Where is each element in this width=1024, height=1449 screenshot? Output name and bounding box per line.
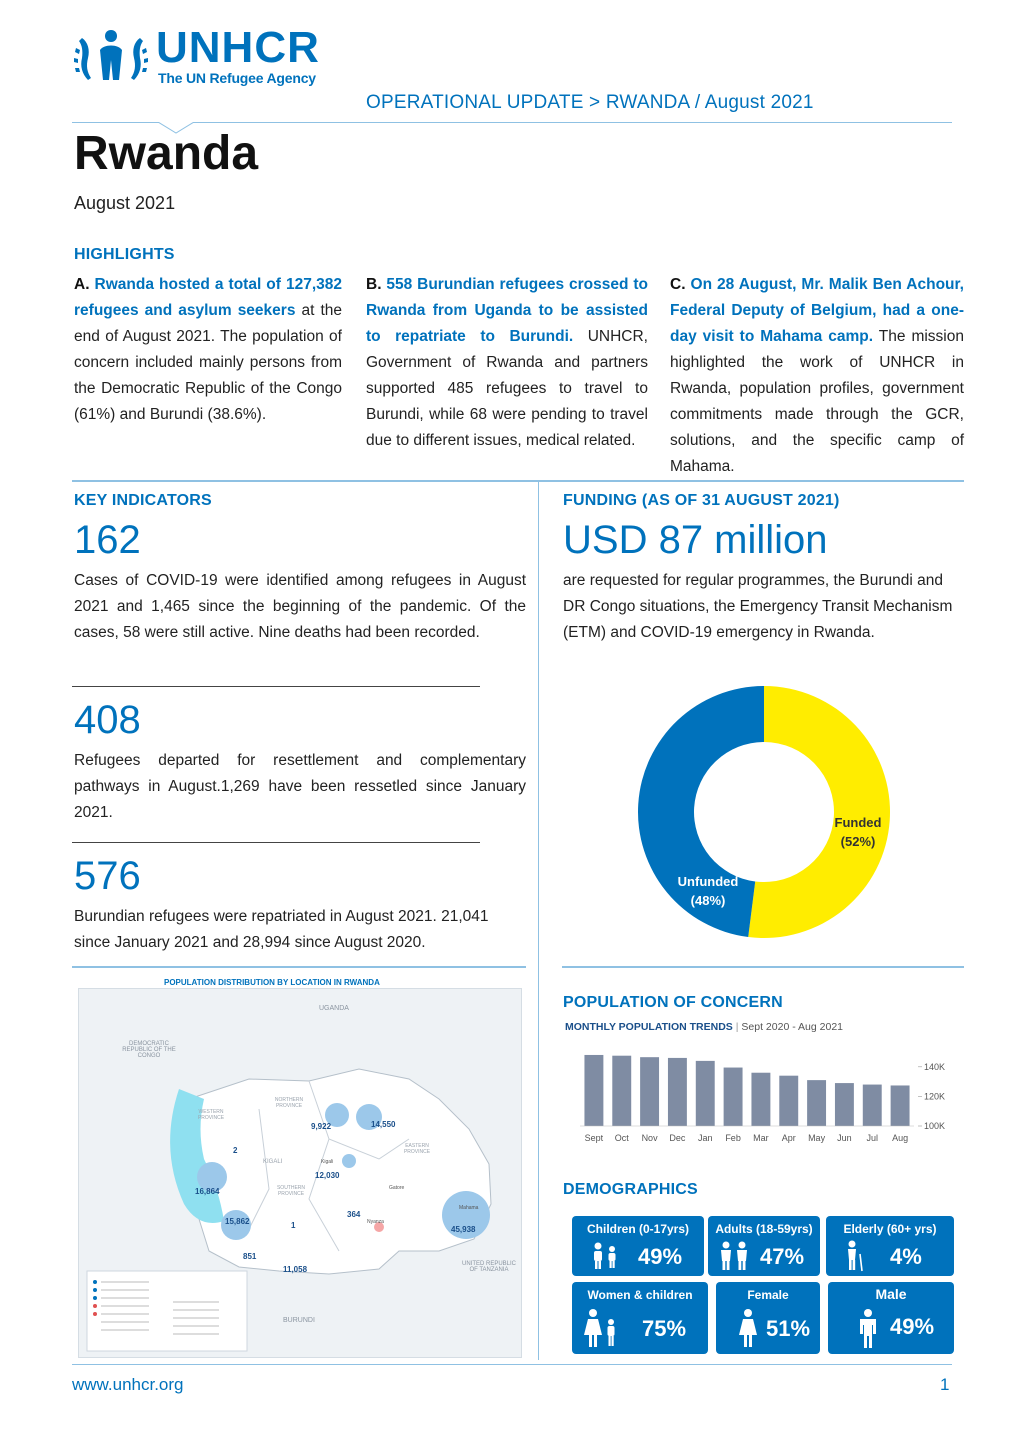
demo-label: Adults (18-59yrs) [715, 1222, 813, 1236]
highlight-lead: Rwanda hosted a total of 127,382 refugees and asylum seekers [74, 276, 342, 319]
map-figure: 2 [233, 1146, 238, 1155]
women-children-icon [582, 1308, 622, 1350]
donut-funded-label [826, 813, 890, 851]
trend-x-tick: Oct [614, 1133, 629, 1143]
indicator-text: Refugees departed for resettlement and complementary pathways in August.1,269 have been ressetled since January 2021. [74, 752, 526, 821]
trend-bar [696, 1061, 715, 1126]
male-icon [854, 1308, 882, 1350]
trend-y-tick: 100K [924, 1121, 946, 1131]
indicator-value: 162 [74, 518, 141, 562]
trend-x-tick: Jul [866, 1133, 879, 1143]
section-divider [72, 966, 526, 968]
map-title: POPULATION DISTRIBUTION BY LOCATION IN RWANDA [164, 978, 380, 987]
unhcr-logo [72, 24, 347, 94]
indicator-value: 408 [74, 698, 141, 742]
highlight-body: at the end of August 2021. The population of concern included mainly persons from the Democratic Republic of the Congo (61%) and Burundi (38.6%). [74, 302, 342, 423]
column-divider [538, 482, 539, 1360]
trend-bar [779, 1076, 798, 1126]
map-figure: 16,864 [195, 1187, 220, 1196]
indicator-text: Cases of COVID-19 were identified among refugees in August 2021 and 1,465 since the beginning of the pandemic. Of the cases, 58 were still active. Nine deaths had been recorded. [74, 572, 526, 641]
trend-bar [640, 1057, 659, 1126]
trend-x-tick: Feb [725, 1133, 741, 1143]
map-figure: 9,922 [311, 1122, 332, 1131]
highlight-body: UNHCR, Government of Rwanda and partners supported 485 refugees to travel to Burundi, while 68 were pending to travel due to different issues, medical related. [366, 328, 648, 449]
page-subtitle: August 2021 [74, 193, 176, 213]
unhcr-emblem-icon [72, 24, 150, 90]
trend-period: Sept 2020 - Aug 2021 [741, 1021, 843, 1033]
demo-card-elderly [826, 1216, 954, 1276]
breadcrumb: OPERATIONAL UPDATE > RWANDA / August 2021 [366, 92, 814, 113]
map-figure: 45,938 [451, 1225, 476, 1234]
funding-text: are requested for regular programmes, the Burundi and DR Congo situations, the Emergency Transit Mechanism (ETM) and COVID-19 emergency in Rwanda. [563, 572, 953, 641]
funded-label: Funded [834, 815, 882, 830]
highlight-letter: C. [670, 276, 686, 293]
unfunded-label: Unfunded [677, 874, 739, 889]
indicator-value: 576 [74, 854, 141, 898]
children-icon [590, 1242, 620, 1270]
map-province-label: SOUTHERN PROVINCE [276, 1185, 306, 1197]
map-figure: 12,030 [315, 1171, 340, 1180]
highlight-letter: A. [74, 276, 90, 293]
trend-bar [807, 1080, 826, 1126]
map-country-label: UNITED REPUBLIC OF TANZANIA [461, 1261, 516, 1273]
trend-bar [724, 1068, 743, 1126]
donut-slice-funded [748, 686, 890, 938]
trend-bar [751, 1073, 770, 1126]
trend-bar [835, 1083, 854, 1126]
map-country-label: UGANDA [319, 1005, 349, 1012]
section-divider [562, 966, 964, 968]
trend-y-tick: 140K [924, 1061, 946, 1072]
map-country-label: DEMOCRATIC REPUBLIC OF THE CONGO [122, 1041, 176, 1059]
highlight-letter: B. [366, 276, 382, 293]
trend-bar [612, 1056, 631, 1126]
map-figure: 1 [291, 1221, 296, 1230]
key-indicators-heading: KEY INDICATORS [74, 492, 212, 509]
trend-x-tick: Aug [892, 1133, 909, 1143]
unfunded-pct: (48%) [690, 893, 726, 908]
trend-bar [863, 1085, 882, 1126]
funding-heading: FUNDING (AS OF 31 AUGUST 2021) [563, 492, 840, 509]
map-province-label: NORTHERN PROVINCE [274, 1097, 304, 1109]
trend-title-row [565, 1021, 843, 1033]
trend-x-tick: Dec [669, 1133, 686, 1143]
trend-bar [584, 1055, 603, 1126]
highlight-body: The mission highlighted the work of UNHCR in Rwanda, population profiles, government commitments made through the GCR, solutions, and the specific camp of Mahama. [670, 328, 964, 475]
trend-x-tick: Mar [753, 1133, 769, 1143]
female-icon [736, 1308, 760, 1350]
trend-bar [891, 1085, 910, 1126]
demo-value: 75% [642, 1316, 687, 1341]
population-trend-chart [574, 1050, 954, 1150]
demo-label: Elderly (60+ yrs) [843, 1222, 937, 1236]
demo-label: Male [875, 1286, 907, 1302]
demographics-heading: DEMOGRAPHICS [563, 1181, 698, 1198]
demo-label: Female [747, 1288, 789, 1302]
demo-value: 47% [760, 1244, 805, 1269]
funded-pct: (52%) [840, 834, 876, 849]
trend-x-tick: Jun [837, 1133, 852, 1143]
footer-url[interactable]: www.unhcr.org [72, 1375, 184, 1394]
highlight-c [670, 272, 964, 480]
highlights-heading: HIGHLIGHTS [74, 246, 175, 263]
trend-x-tick: Nov [641, 1133, 658, 1143]
map-figure: 14,550 [371, 1120, 396, 1129]
demo-value: 51% [766, 1316, 811, 1341]
demo-card-female [716, 1282, 820, 1354]
demo-card-adults [708, 1216, 820, 1276]
demo-value: 49% [890, 1314, 935, 1339]
logo-wordmark: UNHCR [156, 23, 320, 72]
map-place-label: Nyanza [367, 1219, 384, 1225]
adults-icon [718, 1241, 750, 1271]
funding-amount: USD 87 million [563, 518, 828, 562]
population-heading: POPULATION OF CONCERN [563, 994, 783, 1011]
highlight-lead: On 28 August, Mr. Malik Ben Achour, Federal Deputy of Belgium, had a one-day visit to Mahama camp. [670, 276, 964, 345]
trend-bar [668, 1058, 687, 1126]
highlight-lead: 558 Burundian refugees crossed to Rwanda from Uganda to be assisted to repatriate to Burundi. [366, 276, 648, 345]
page-number: 1 [940, 1375, 950, 1394]
donut-unfunded-label [672, 872, 744, 910]
logo-tagline: The UN Refugee Agency [158, 70, 316, 86]
demo-label: Children (0-17yrs) [586, 1222, 690, 1236]
section-divider [72, 480, 964, 482]
map-place-label: Mahama [459, 1205, 479, 1211]
demo-card-women-children [572, 1282, 708, 1354]
demo-value: 4% [890, 1244, 922, 1269]
indicator-divider [72, 686, 480, 687]
map-figure: 851 [243, 1252, 257, 1261]
demo-card-male [828, 1282, 954, 1354]
map-figure: 15,862 [225, 1217, 250, 1226]
trend-title: MONTHLY POPULATION TRENDS [565, 1021, 733, 1033]
map-figure: 364 [347, 1210, 361, 1219]
highlight-a [74, 272, 342, 428]
trend-x-tick: Jan [697, 1133, 713, 1143]
demo-value: 49% [638, 1244, 683, 1269]
footer-divider [72, 1364, 952, 1365]
map-country-label: BURUNDI [283, 1317, 315, 1324]
header-divider [72, 122, 952, 123]
trend-x-tick: May [808, 1133, 826, 1143]
indicator-divider [72, 842, 480, 843]
map-figure: 11,058 [283, 1265, 308, 1274]
map-place-label: Gatore [389, 1185, 405, 1191]
map-province-label: EASTERN PROVINCE [403, 1143, 431, 1155]
indicator-text: Burundian refugees were repatriated in August 2021. 21,041 since January 2021 and 28,994 since August 2020. [74, 908, 489, 951]
demo-card-children [572, 1216, 704, 1276]
elderly-icon [842, 1240, 866, 1272]
demo-label: Women & children [587, 1288, 693, 1302]
map-province-label: WESTERN PROVINCE [197, 1109, 225, 1121]
map-province-label: KIGALI [263, 1159, 283, 1165]
trend-separator: | [735, 1021, 739, 1033]
highlight-b [366, 272, 648, 454]
trend-y-tick: 120K [924, 1091, 946, 1102]
trend-x-tick: Sept [584, 1133, 604, 1143]
trend-x-tick: Apr [781, 1133, 796, 1143]
map-place-label: Kigali [321, 1159, 334, 1165]
page-title: Rwanda [74, 127, 259, 180]
population-map [78, 988, 522, 1358]
